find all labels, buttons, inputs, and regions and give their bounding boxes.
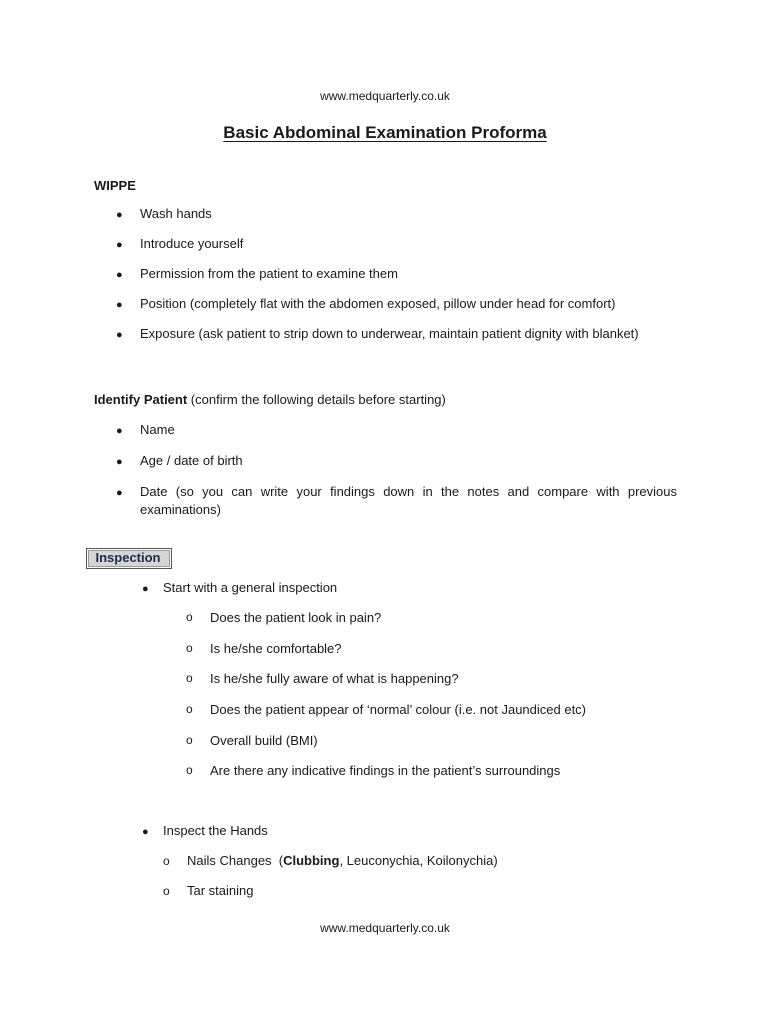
bullet-icon: ●	[116, 456, 123, 468]
list-item-text: Does the patient appear of ‘normal’ colour (i.e. not Jaundiced etc)	[210, 702, 587, 717]
bullet-icon: ●	[116, 329, 123, 341]
footer-url: www.medquarterly.co.uk	[320, 921, 450, 935]
list-item-text: Age / date of birth	[140, 453, 243, 468]
header-url: www.medquarterly.co.uk	[320, 89, 450, 103]
bullet-icon: ●	[116, 269, 123, 281]
bullet-icon: ●	[116, 487, 123, 499]
page-title: Basic Abdominal Examination Proforma	[223, 123, 547, 142]
list-item-text: Does the patient look in pain?	[210, 610, 382, 625]
list-item-text: Nails Changes (Clubbing, Leuconychia, Koilonychia)	[187, 853, 498, 868]
circle-bullet-icon: o	[163, 884, 170, 898]
bullet-icon: ●	[116, 299, 123, 311]
circle-bullet-icon: o	[186, 763, 193, 777]
circle-bullet-icon: o	[163, 854, 170, 868]
list-item-text: Is he/she fully aware of what is happening?	[210, 671, 459, 686]
list-item-text: Name	[140, 422, 175, 437]
list-item-text: Date (so you can write your findings down in the notes and compare with previous examinations)	[140, 484, 677, 517]
circle-bullet-icon: o	[186, 671, 193, 685]
circle-bullet-icon: o	[186, 610, 193, 624]
circle-bullet-icon: o	[186, 641, 193, 655]
bullet-icon: ●	[116, 239, 123, 251]
list-item-text: Are there any indicative findings in the patient’s surroundings	[210, 763, 561, 778]
list-item-text: Permission from the patient to examine them	[140, 266, 398, 281]
wippe-heading: WIPPE	[94, 178, 136, 193]
bullet-icon: ●	[116, 425, 123, 437]
hands-inspection-label: Inspect the Hands	[163, 823, 268, 838]
bullet-icon: ●	[116, 209, 123, 221]
general-inspection-label: Start with a general inspection	[163, 580, 338, 595]
bullet-icon: ●	[142, 583, 149, 595]
list-item-text: Exposure (ask patient to strip down to underwear, maintain patient dignity with blanket)	[140, 326, 639, 341]
list-item-text: Introduce yourself	[140, 236, 244, 251]
inspection-heading: Inspection	[95, 550, 161, 565]
list-item-text: Wash hands	[140, 206, 212, 221]
list-item-text: Tar staining	[187, 883, 254, 898]
circle-bullet-icon: o	[186, 733, 193, 747]
list-item-text: Is he/she comfortable?	[210, 641, 342, 656]
bullet-icon: ●	[142, 826, 149, 838]
list-item-text: Overall build (BMI)	[210, 733, 318, 748]
list-item-text: Position (completely flat with the abdomen exposed, pillow under head for comfort)	[140, 296, 616, 311]
circle-bullet-icon: o	[186, 702, 193, 716]
identify-heading: Identify Patient (confirm the following details before starting)	[94, 392, 446, 407]
